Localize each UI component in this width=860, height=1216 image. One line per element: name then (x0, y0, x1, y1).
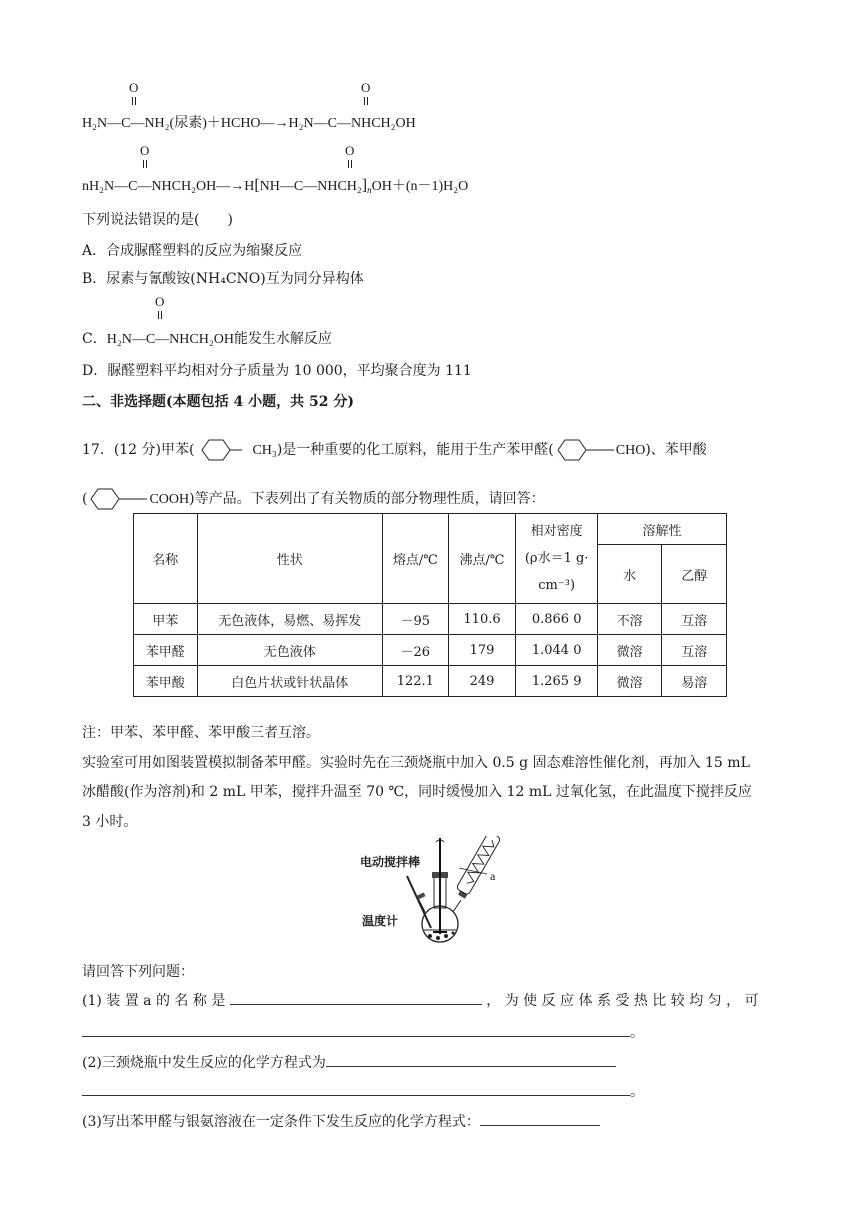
question-1 (82, 990, 759, 1010)
experiment-line-3: 3 小时。 (82, 814, 138, 830)
question-3-text: (3)写出苯甲醛与银氨溶液在一定条件下发生反应的化学方程式： (82, 1114, 480, 1130)
thermometer-label: 温度计 (362, 914, 399, 928)
reaction-2-line: $nH_2N—C—NHCH_2OH―\to H[NH—C—NHCH_2]_nOH+(n-1)H_2O$ (82, 177, 469, 195)
reaction-1-line (82, 112, 416, 132)
answer-blank[interactable] (82, 1079, 630, 1096)
polymer-oh: OH (371, 179, 392, 194)
density-header-2: (ρ水＝1 g· (524, 551, 589, 566)
table-cell: 无色液体，易燃、易挥发 (197, 604, 382, 635)
experiment-line-2: 冰醋酸(作为溶剂)和 2 mL 甲苯，搅拌升温至 70 ℃，同时缓慢加入 12 mL 过氧化氢，在此温度下搅拌反应 (82, 784, 752, 800)
option-c-text: 能发生水解反应 (233, 331, 332, 347)
option-c-formula: H₂N—C—NHCH₂OH (106, 332, 234, 347)
q17-text: )等产品。下表列出了有关物质的部分物理性质，请回答： (189, 491, 545, 507)
toluene-structure-icon (194, 436, 252, 464)
table-cell: 249 (448, 666, 516, 697)
answer-blank[interactable] (480, 1109, 600, 1126)
table-header: 水 (597, 545, 662, 604)
table-cell: 179 (448, 635, 516, 666)
table-cell: 110.6 (448, 604, 516, 635)
answer-blank[interactable] (326, 1050, 616, 1067)
table-cell: －95 (382, 604, 448, 635)
table-header: 性状 (197, 514, 382, 604)
q17-line-2 (82, 485, 545, 513)
stirrer-label: 电动搅拌棒 (360, 855, 421, 869)
double-bond (158, 311, 162, 319)
density-header-1: 相对密度 (530, 524, 583, 539)
table-cell: 易溶 (662, 666, 727, 697)
properties-table (133, 513, 727, 697)
table-cell: －26 (382, 635, 448, 666)
double-bond (132, 97, 136, 105)
three-neck-flask-icon (395, 836, 505, 946)
table-header: 名称 (134, 514, 198, 604)
double-bond (364, 97, 368, 105)
reaction-arrow: ―→ (260, 116, 289, 131)
option-a: A．合成脲醛塑料的反应为缩聚反应 (82, 243, 303, 259)
density-header-3: cm⁻³) (538, 578, 576, 593)
aldehyde-group: CHO (615, 443, 646, 458)
table-cell: 1.265 9 (516, 666, 598, 697)
table-cell: 无色液体 (197, 635, 382, 666)
option-b: B．尿素与氰酸铵(NH₄CNO)互为同分异构体 (82, 271, 364, 287)
carboxyl-group: COOH (149, 492, 190, 507)
option-c (82, 328, 332, 348)
water-byproduct: ＋(n－1)H₂O (391, 179, 469, 194)
table-cell: 苯甲醛 (134, 635, 198, 666)
table-cell: 1.044 0 (516, 635, 598, 666)
oxygen-label: O (345, 143, 355, 158)
table-cell: 122.1 (382, 666, 448, 697)
table-cell: 微溶 (597, 635, 662, 666)
question-1-text: (1) 装 置 a 的 名 称 是 (82, 993, 226, 1009)
table-row (134, 635, 727, 666)
table-cell: 白色片状或针状晶体 (197, 666, 382, 697)
q17-text: ( (82, 491, 88, 507)
oxygen-label: O (129, 80, 139, 95)
period: 。 (630, 1084, 644, 1100)
condenser-label: a (490, 869, 496, 883)
q17-text: )、苯甲酸 (645, 442, 707, 458)
double-bond (348, 160, 352, 168)
q17-text: 17．(12 分)甲苯( (82, 442, 195, 458)
polymer-h: H (244, 179, 255, 194)
question-1-continuation (82, 1020, 644, 1042)
table-header-density (516, 514, 598, 604)
table-row (134, 666, 727, 697)
polymer-repeat-unit: NH—C—NHCH₂ (259, 179, 362, 194)
urea-formula: H₂N—C—NH₂ (82, 116, 170, 131)
formaldehyde: ＋HCHO (206, 116, 261, 131)
reaction-arrow: ―→ (216, 179, 245, 194)
table-header: 乙醇 (662, 545, 727, 604)
table-cell: 甲苯 (134, 604, 198, 635)
table-cell: 微溶 (597, 666, 662, 697)
table-cell: 不溶 (597, 604, 662, 635)
option-d: D．脲醛塑料平均相对分子质量为 10 000，平均聚合度为 111 (82, 363, 472, 379)
question-2-continuation (82, 1079, 644, 1101)
oxygen-label: O (155, 294, 165, 309)
option-c-label: C． (82, 331, 107, 347)
benzoic-acid-structure-icon (87, 485, 149, 513)
polymer-n: n (367, 185, 372, 195)
answer-blank[interactable] (230, 1004, 482, 1005)
table-row (134, 604, 727, 635)
oxygen-label: O (361, 80, 371, 95)
question-stem: 下列说法错误的是( ) (82, 212, 233, 228)
question-2-text: (2)三颈烧瓶中发生反应的化学方程式为 (82, 1055, 326, 1071)
table-cell: 苯甲酸 (134, 666, 198, 697)
note: 注：甲苯、苯甲醛、苯甲酸三者互溶。 (82, 725, 320, 741)
section-heading: 二、非选择题(本题包括 4 小题，共 52 分) (82, 394, 354, 410)
table-header: 溶解性 (597, 514, 726, 545)
table-header: 沸点/℃ (448, 514, 516, 604)
period: 。 (630, 1025, 644, 1041)
reactant-formula: nH₂N—C—NHCH₂OH (82, 179, 217, 194)
product-formula: H₂N—C—NHCH₂OH (288, 116, 416, 131)
oxygen-label: O (140, 143, 150, 158)
question-1-text-b: ， 为 使 反 应 体 系 受 热 比 较 均 匀 ， 可 (486, 993, 759, 1009)
table-cell: 0.866 0 (516, 604, 598, 635)
methyl-group: CH₃ (252, 443, 277, 458)
table-cell: 互溶 (662, 635, 727, 666)
urea-label: (尿素) (169, 116, 207, 131)
table-header: 熔点/℃ (382, 514, 448, 604)
q17-line-1 (82, 436, 707, 464)
table-cell: 互溶 (662, 604, 727, 635)
benzaldehyde-structure-icon (554, 436, 616, 464)
double-bond (143, 160, 147, 168)
answer-blank[interactable] (82, 1020, 630, 1037)
q17-text: )是一种重要的化工原料，能用于生产苯甲醛( (276, 442, 554, 458)
questions-intro: 请回答下列问题： (82, 964, 194, 980)
question-3 (82, 1109, 600, 1131)
question-2 (82, 1050, 616, 1072)
experiment-line-1: 实验室可用如图装置模拟制备苯甲醛。实验时先在三颈烧瓶中加入 0.5 g 固态难溶性催化剂，再加入 15 mL (82, 755, 750, 771)
